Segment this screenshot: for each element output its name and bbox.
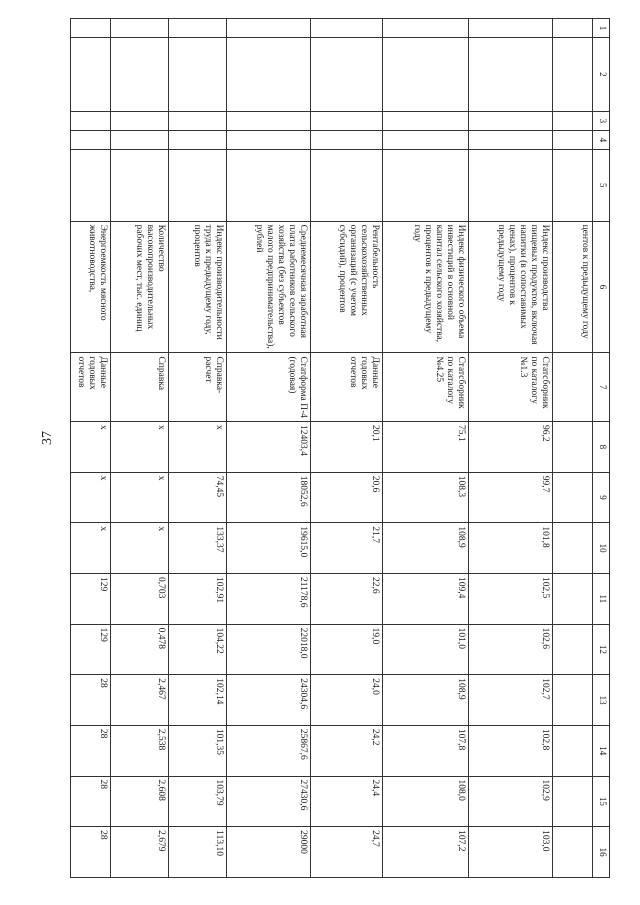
value-cell: 103,0: [469, 827, 553, 878]
table-cell: [383, 19, 469, 38]
value-cell: [553, 725, 593, 776]
value-cell: 28: [71, 725, 111, 776]
header-cell: 2: [593, 37, 610, 111]
table-cell: [227, 130, 311, 149]
indicator-cell: Количество высокопроизводительных рабочих мест, тыс. единиц: [111, 221, 169, 353]
value-cell: х: [111, 422, 169, 473]
indicator-cell: Индекс производства пищевых продуктов, включая напитки (в сопоставимых ценах), процентов к предыдущему году: [469, 221, 553, 353]
value-cell: 18052,6: [227, 472, 311, 523]
table-cell: [111, 130, 169, 149]
indicator-cell: центов к предыдущему году: [553, 221, 593, 353]
source-cell: Статформа П-4 (годовая): [227, 353, 311, 422]
header-cell: 6: [593, 221, 610, 353]
table-row: [169, 19, 227, 878]
value-cell: 24,2: [311, 725, 383, 776]
value-cell: [553, 675, 593, 726]
value-cell: 2,538: [111, 725, 169, 776]
value-cell: 96,2: [469, 422, 553, 473]
table-row: [227, 19, 311, 878]
header-cell: 15: [593, 776, 610, 827]
value-cell: 2,608: [111, 776, 169, 827]
value-cell: [553, 523, 593, 574]
value-cell: 27430,6: [227, 776, 311, 827]
header-row: [593, 19, 610, 878]
value-cell: х: [111, 472, 169, 523]
table-cell: [227, 149, 311, 221]
table-cell: [553, 19, 593, 38]
table-cell: [169, 19, 227, 38]
source-cell: Справка-расчет: [169, 353, 227, 422]
source-cell: Справка: [111, 353, 169, 422]
value-cell: 107,2: [383, 827, 469, 878]
header-cell: 3: [593, 111, 610, 130]
table-cell: [71, 37, 111, 111]
table-cell: [169, 37, 227, 111]
value-cell: 101,0: [383, 624, 469, 675]
table-container: [76, 18, 610, 878]
value-cell: 102,7: [469, 675, 553, 726]
value-cell: [553, 573, 593, 624]
value-cell: 102,9: [469, 776, 553, 827]
table-cell: [111, 19, 169, 38]
value-cell: 12403,4: [227, 422, 311, 473]
value-cell: 28: [71, 776, 111, 827]
table-cell: [111, 111, 169, 130]
indicator-cell: Индекс физического объема инвестиций в основной капитал сельского хозяйства, процентов к предыдущему году: [383, 221, 469, 353]
value-cell: 19615,0: [227, 523, 311, 574]
header-cell: 8: [593, 422, 610, 473]
header-cell: 9: [593, 472, 610, 523]
value-cell: 24,4: [311, 776, 383, 827]
table-cell: [227, 19, 311, 38]
value-cell: 102,6: [469, 624, 553, 675]
value-cell: 108,9: [383, 523, 469, 574]
value-cell: [553, 472, 593, 523]
table-cell: [227, 111, 311, 130]
table-cell: [311, 130, 383, 149]
table-cell: [71, 130, 111, 149]
header-cell: 11: [593, 573, 610, 624]
value-cell: 24,7: [311, 827, 383, 878]
value-cell: 0,478: [111, 624, 169, 675]
header-cell: 14: [593, 725, 610, 776]
value-cell: 20,1: [311, 422, 383, 473]
value-cell: 103,79: [169, 776, 227, 827]
value-cell: [553, 422, 593, 473]
table-cell: [383, 37, 469, 111]
value-cell: 28: [71, 827, 111, 878]
table-cell: [383, 111, 469, 130]
value-cell: 28: [71, 675, 111, 726]
header-cell: 1: [593, 19, 610, 38]
table-cell: [311, 37, 383, 111]
value-cell: 22,6: [311, 573, 383, 624]
value-cell: 104,22: [169, 624, 227, 675]
value-cell: 99,7: [469, 472, 553, 523]
table-cell: [469, 111, 553, 130]
table-cell: [469, 130, 553, 149]
value-cell: 108,3: [383, 472, 469, 523]
value-cell: х: [169, 422, 227, 473]
table-row: [111, 19, 169, 878]
value-cell: 24304,6: [227, 675, 311, 726]
table-cell: [227, 37, 311, 111]
table-cell: [311, 111, 383, 130]
table-cell: [383, 149, 469, 221]
source-cell: Статсборник по каталогу №1.3: [469, 353, 553, 422]
table-cell: [553, 130, 593, 149]
value-cell: 133,37: [169, 523, 227, 574]
table-row: [469, 19, 553, 878]
table-cell: [469, 37, 553, 111]
header-cell: 13: [593, 675, 610, 726]
header-cell: 12: [593, 624, 610, 675]
table-cell: [469, 149, 553, 221]
table-cell: [169, 111, 227, 130]
value-cell: 129: [71, 624, 111, 675]
value-cell: 102,5: [469, 573, 553, 624]
table-row: [311, 19, 383, 878]
value-cell: 0,703: [111, 573, 169, 624]
header-cell: 5: [593, 149, 610, 221]
value-cell: 24,0: [311, 675, 383, 726]
table-cell: [469, 19, 553, 38]
value-cell: 102,14: [169, 675, 227, 726]
value-cell: 29000: [227, 827, 311, 878]
table-cell: [311, 149, 383, 221]
value-cell: 2,679: [111, 827, 169, 878]
value-cell: 108,9: [383, 675, 469, 726]
table-cell: [311, 19, 383, 38]
value-cell: 75,1: [383, 422, 469, 473]
source-cell: Данные годовых отчетов: [71, 353, 111, 422]
value-cell: 25867,6: [227, 725, 311, 776]
value-cell: 101,35: [169, 725, 227, 776]
value-cell: 101,8: [469, 523, 553, 574]
value-cell: 20,6: [311, 472, 383, 523]
value-cell: 21178,6: [227, 573, 311, 624]
value-cell: 74,45: [169, 472, 227, 523]
value-cell: 107,8: [383, 725, 469, 776]
table-cell: [169, 149, 227, 221]
value-cell: х: [71, 523, 111, 574]
header-cell: 16: [593, 827, 610, 878]
table-row: [383, 19, 469, 878]
indicator-cell: Рентабельность сельскохозяйственных организаций (с учетом субсидий), процентов: [311, 221, 383, 353]
value-cell: 129: [71, 573, 111, 624]
value-cell: х: [71, 472, 111, 523]
table-cell: [71, 19, 111, 38]
table-cell: [111, 37, 169, 111]
value-cell: 19,0: [311, 624, 383, 675]
value-cell: х: [111, 523, 169, 574]
table-cell: [383, 130, 469, 149]
value-cell: 113,10: [169, 827, 227, 878]
indicator-cell: Энергоемкость мясного животноводства,: [71, 221, 111, 353]
value-cell: [553, 827, 593, 878]
header-cell: 4: [593, 130, 610, 149]
table-row: [553, 19, 593, 878]
data-table: [70, 18, 610, 878]
header-cell: 7: [593, 353, 610, 422]
table-cell: [553, 149, 593, 221]
table-cell: [169, 130, 227, 149]
value-cell: 22018,0: [227, 624, 311, 675]
table-cell: [111, 149, 169, 221]
value-cell: 21,7: [311, 523, 383, 574]
indicator-cell: Среднемесячная заработная плата работников сельского хозяйства (без субъектов малого предпринимательства), рублей: [227, 221, 311, 353]
table-cell: [553, 111, 593, 130]
table-cell: [71, 149, 111, 221]
value-cell: 102,91: [169, 573, 227, 624]
source-cell: Данные годовых отчетов: [311, 353, 383, 422]
value-cell: 102,8: [469, 725, 553, 776]
table-cell: [71, 111, 111, 130]
value-cell: [553, 776, 593, 827]
page-number: 37: [40, 431, 55, 445]
value-cell: 108,0: [383, 776, 469, 827]
header-cell: 10: [593, 523, 610, 574]
value-cell: х: [71, 422, 111, 473]
value-cell: 2,467: [111, 675, 169, 726]
source-cell: Статсборник по каталогу №4.25: [383, 353, 469, 422]
table-cell: [553, 37, 593, 111]
table-row: [71, 19, 111, 878]
indicator-cell: Индекс производительности труда к предыдущему году, процентов: [169, 221, 227, 353]
source-cell: [553, 353, 593, 422]
value-cell: [553, 624, 593, 675]
value-cell: 109,4: [383, 573, 469, 624]
